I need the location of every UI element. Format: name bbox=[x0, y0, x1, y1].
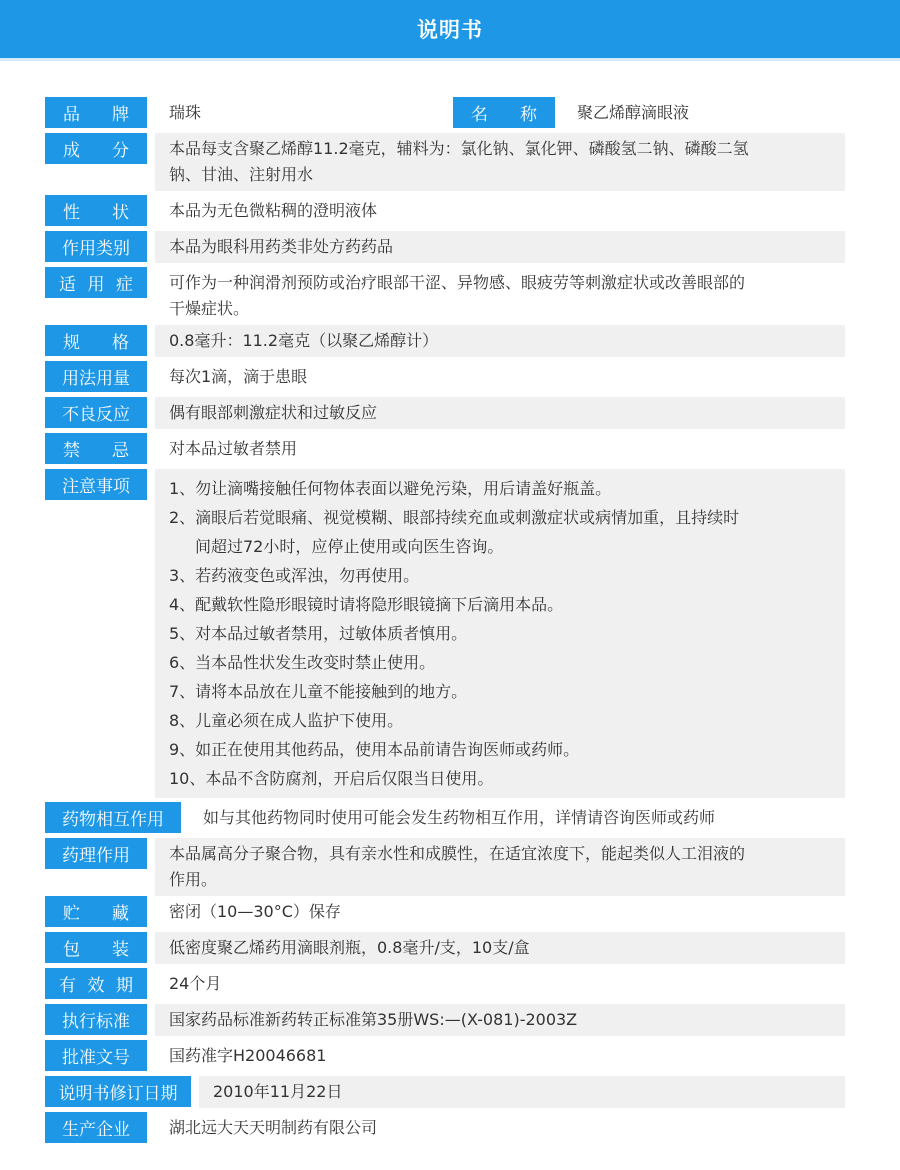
label-standard: 执行标准 bbox=[45, 1004, 147, 1035]
precautions-list bbox=[169, 472, 831, 799]
list-item: 5、对本品过敏者禁用，过敏体质者慎用。 bbox=[169, 624, 468, 643]
value-pharmacology: 本品属高分子聚合物，具有亲水性和成膜性，在适宜浓度下，能起类似人工泪液的 作用。 bbox=[155, 838, 845, 896]
label-dosage: 用法用量 bbox=[45, 361, 147, 392]
label-name: 名 称 bbox=[453, 97, 555, 128]
value-spec: 0.8毫升：11.2毫克（以聚乙烯醇计） bbox=[155, 325, 845, 357]
value-approval: 国药准字H20046681 bbox=[169, 1046, 327, 1065]
label-contraindications: 禁 忌 bbox=[45, 433, 147, 464]
page-title: 说明书 bbox=[417, 18, 483, 42]
value-composition: 本品每支含聚乙烯醇11.2毫克，辅料为：氯化钠、氯化钾、磷酸氢二钠、磷酸二氢 钠、甘油、注射用水 bbox=[155, 133, 845, 191]
label-package: 包 装 bbox=[45, 932, 147, 963]
value-interactions: 如与其他药物同时使用可能会发生药物相互作用，详情请咨询医师或药师 bbox=[203, 808, 716, 827]
label-character: 性 状 bbox=[45, 195, 147, 226]
label-indications: 适 用 症 bbox=[45, 267, 147, 298]
label-interactions: 药物相互作用 bbox=[45, 802, 181, 833]
value-brand: 瑞珠 bbox=[169, 103, 202, 122]
label-storage: 贮 藏 bbox=[45, 896, 147, 927]
list-item: 1、勿让滴嘴接触任何物体表面以避免污染，用后请盖好瓶盖。 bbox=[169, 479, 612, 498]
value-precautions bbox=[155, 469, 845, 798]
label-adverse: 不良反应 bbox=[45, 397, 147, 428]
value-package: 低密度聚乙烯药用滴眼剂瓶，0.8毫升/支，10支/盒 bbox=[155, 932, 845, 964]
list-item: 2、滴眼后若觉眼痛、视觉模糊、眼部持续充血或刺激症状或病情加重，且持续时 bbox=[169, 508, 740, 527]
label-manufacturer: 生产企业 bbox=[45, 1112, 147, 1143]
value-manufacturer: 湖北远大天天明制药有限公司 bbox=[169, 1118, 378, 1137]
label-precautions: 注意事项 bbox=[45, 469, 147, 500]
list-item: 间超过72小时，应停止使用或向医生咨询。 bbox=[195, 537, 504, 556]
header-bar bbox=[0, 0, 900, 61]
label-brand: 品 牌 bbox=[45, 97, 147, 128]
label-composition: 成 分 bbox=[45, 133, 147, 164]
value-standard: 国家药品标准新药转正标准第35册WS:—(X-081)-2003Z bbox=[155, 1004, 845, 1036]
list-item: 8、儿童必须在成人监护下使用。 bbox=[169, 711, 404, 730]
value-validity: 24个月 bbox=[169, 974, 222, 993]
value-character: 本品为无色微粘稠的澄明液体 bbox=[169, 201, 378, 220]
list-item: 3、若药液变色或浑浊，勿再使用。 bbox=[169, 566, 420, 585]
value-adverse: 偶有眼部刺激症状和过敏反应 bbox=[155, 397, 845, 429]
list-item: 10、本品不含防腐剂，开启后仅限当日使用。 bbox=[169, 769, 494, 788]
value-dosage: 每次1滴，滴于患眼 bbox=[169, 367, 308, 386]
list-item: 9、如正在使用其他药品，使用本品前请告询医师或药师。 bbox=[169, 740, 580, 759]
list-item: 6、当本品性状发生改变时禁止使用。 bbox=[169, 653, 436, 672]
label-validity: 有 效 期 bbox=[45, 968, 147, 999]
list-item: 4、配戴软性隐形眼镜时请将隐形眼镜摘下后滴用本品。 bbox=[169, 595, 564, 614]
label-spec: 规 格 bbox=[45, 325, 147, 356]
label-pharmacology: 药理作用 bbox=[45, 838, 147, 869]
value-indications: 可作为一种润滑剂预防或治疗眼部干涩、异物感、眼疲劳等刺激症状或改善眼部的 干燥症状。 bbox=[169, 273, 746, 318]
label-approval: 批准文号 bbox=[45, 1040, 147, 1071]
value-name: 聚乙烯醇滴眼液 bbox=[577, 103, 690, 122]
list-item: 7、请将本品放在儿童不能接触到的地方。 bbox=[169, 682, 468, 701]
value-contraindications: 对本品过敏者禁用 bbox=[169, 439, 298, 458]
value-storage: 密闭（10—30°C）保存 bbox=[169, 902, 341, 921]
label-revision: 说明书修订日期 bbox=[45, 1076, 191, 1107]
value-revision: 2010年11月22日 bbox=[199, 1076, 845, 1108]
label-category: 作用类别 bbox=[45, 231, 147, 262]
value-category: 本品为眼科用药类非处方药药品 bbox=[155, 231, 845, 263]
